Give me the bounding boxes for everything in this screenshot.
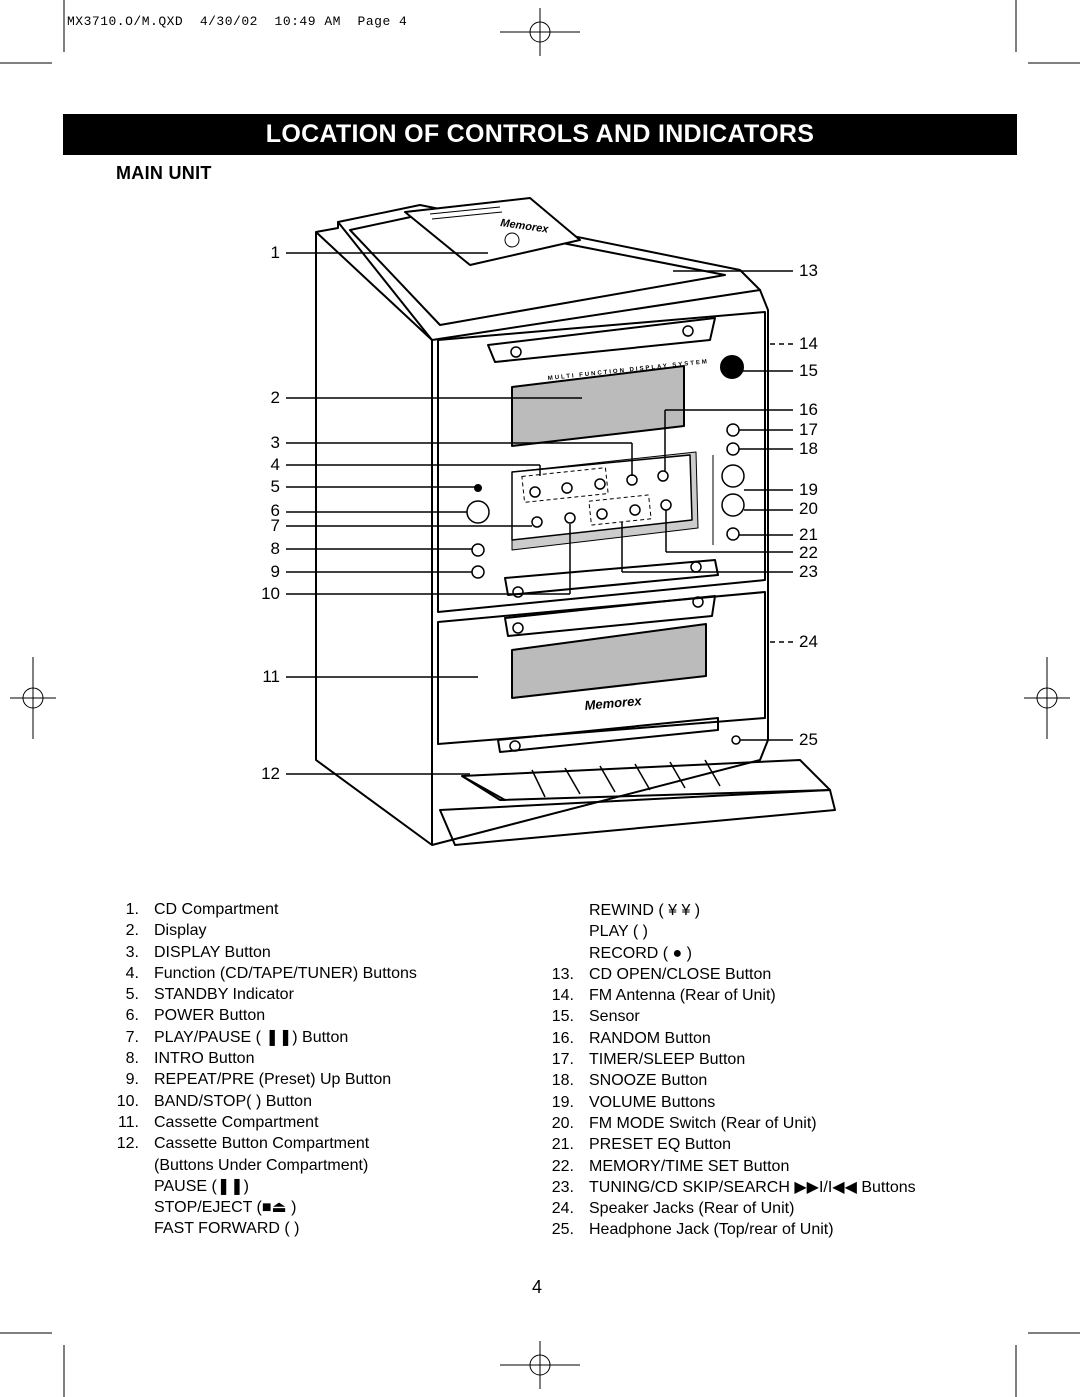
callout-6: 6 [270, 501, 280, 520]
legend-item-text: FM Antenna (Rear of Unit) [589, 987, 776, 1005]
callout-3: 3 [270, 433, 280, 452]
legend-item-text: Headphone Jack (Top/rear of Unit) [589, 1221, 834, 1239]
legend-item-text: REWIND ( ¥ ¥ ) [589, 902, 701, 919]
legend-item-text: STOP/EJECT (■⏏ ) [154, 1199, 297, 1217]
legend-item-number: 9. [125, 1071, 139, 1089]
legend-item-number: 19. [551, 1093, 574, 1111]
callout-20: 20 [799, 499, 818, 518]
legend-item-text: Cassette Button Compartment [154, 1135, 370, 1153]
legend-item-text: RECORD ( ● ) [589, 944, 692, 962]
legend-item-text: PRESET EQ Button [589, 1136, 731, 1154]
legend-item-text: BAND/STOP( ) Button [154, 1092, 312, 1110]
legend-item-text: PAUSE (❚❚) [154, 1177, 249, 1195]
main-unit-diagram [240, 195, 840, 855]
legend-item [538, 1219, 916, 1240]
callout-4: 4 [270, 455, 280, 474]
legend-item [538, 1006, 916, 1027]
legend-item-text: REPEAT/PRE (Preset) Up Button [154, 1071, 392, 1089]
legend-item-text: Speaker Jacks (Rear of Unit) [589, 1200, 795, 1218]
legend-item [103, 942, 417, 963]
legend-item-text: STANDBY Indicator [154, 986, 294, 1004]
callout-22: 22 [799, 543, 818, 562]
legend-item [538, 1156, 916, 1177]
callout-16: 16 [799, 400, 818, 419]
legend-item-text: FM MODE Switch (Rear of Unit) [589, 1114, 817, 1132]
callout-17: 17 [799, 420, 818, 439]
legend-item [538, 1198, 916, 1219]
callout-25: 25 [799, 730, 818, 749]
legend-item-text: Function (CD/TAPE/TUNER) Buttons [154, 964, 417, 982]
legend-item [538, 900, 916, 921]
legend-item [538, 1092, 916, 1113]
legend-item-number: 6. [125, 1007, 139, 1025]
legend-item-number: 21. [551, 1136, 574, 1154]
legend-item-number: 2. [125, 922, 139, 940]
legend-item-text: TIMER/SLEEP Button [589, 1051, 746, 1069]
legend-item-text: Cassette Compartment [154, 1113, 319, 1131]
callout-15: 15 [799, 361, 818, 380]
legend-item-text: FAST FORWARD ( ) [154, 1220, 300, 1238]
legend-item [538, 1113, 916, 1134]
legend-item-number: 10. [116, 1092, 139, 1110]
legend-item-number: 14. [551, 987, 574, 1005]
legend-item-number: 13. [551, 965, 574, 983]
legend-item-text: VOLUME Buttons [589, 1093, 716, 1111]
legend-item [538, 964, 916, 985]
cassette-logo: Memorex [583, 693, 643, 713]
legend-item-text: SNOOZE Button [589, 1072, 708, 1090]
legend-item-text: Display [154, 922, 207, 940]
callout-24: 24 [799, 632, 818, 651]
legend-item-text: CD OPEN/CLOSE Button [589, 965, 772, 983]
legend-item [538, 943, 916, 964]
callout-13: 13 [799, 261, 818, 280]
legend-item-text: Sensor [589, 1008, 640, 1026]
legend-item [103, 899, 417, 920]
legend-item [103, 1069, 417, 1090]
legend-list-right [538, 900, 916, 1241]
legend-item [538, 985, 916, 1006]
callout-7: 7 [270, 516, 280, 535]
legend-list-left [103, 899, 417, 1240]
callout-12: 12 [261, 764, 280, 783]
legend-item [103, 963, 417, 984]
legend-item [103, 1112, 417, 1133]
legend-item-number: 8. [125, 1050, 139, 1068]
legend-item [103, 1155, 417, 1176]
callout-14: 14 [799, 334, 818, 353]
legend-item-text: CD Compartment [154, 901, 279, 918]
legend-item-text: PLAY/PAUSE ( ❚❚) Button [154, 1028, 349, 1046]
legend-item-number: 7. [125, 1028, 139, 1046]
legend-item [538, 1070, 916, 1091]
legend-item [103, 920, 417, 941]
page-number: 4 [532, 1277, 543, 1297]
legend-item-number: 18. [551, 1072, 574, 1090]
legend-item [538, 1049, 916, 1070]
legend-item-number: 11. [117, 1113, 139, 1131]
legend-item [103, 1027, 417, 1048]
print-slug: MX3710.O/M.QXD 4/30/02 10:49 AM Page 4 [67, 14, 408, 29]
legend-item [103, 1091, 417, 1112]
section-heading: MAIN UNIT [116, 163, 212, 183]
callout-23: 23 [799, 562, 818, 581]
legend-item [103, 1218, 417, 1239]
legend-item-number: 24. [551, 1200, 574, 1218]
legend-item-number: 23. [551, 1178, 574, 1196]
legend-item-number: 17. [551, 1051, 574, 1069]
callout-1: 1 [270, 243, 280, 262]
legend-item-text: TUNING/CD SKIP/SEARCH ▶▶I/I◀◀ Buttons [589, 1178, 916, 1196]
legend-item-number: 3. [125, 943, 139, 961]
legend-item [103, 1176, 417, 1197]
legend-item-text: MEMORY/TIME SET Button [589, 1157, 790, 1175]
callout-8: 8 [270, 539, 280, 558]
legend-item [103, 1133, 417, 1154]
legend-item-number: 4. [125, 964, 139, 982]
legend-item-text: (Buttons Under Compartment) [154, 1156, 369, 1174]
callout-19: 19 [799, 480, 818, 499]
callout-21: 21 [799, 525, 818, 544]
legend-item-number: 20. [551, 1114, 574, 1132]
legend-item [103, 984, 417, 1005]
panel-text: MULTI FUNCTION DISPLAY SYSTEM [547, 359, 710, 382]
legend-item-number: 16. [551, 1029, 574, 1047]
callout-2: 2 [270, 388, 280, 407]
legend-item [538, 1134, 916, 1155]
legend-item-number: 25. [551, 1221, 574, 1239]
callout-9: 9 [270, 562, 280, 581]
legend-item-number: 5. [125, 986, 139, 1004]
callout-11: 11 [262, 667, 280, 686]
legend-item-text: POWER Button [154, 1007, 266, 1025]
legend-item [538, 921, 916, 942]
legend-item-text: PLAY ( ) [589, 923, 648, 941]
top-logo: Memorex [499, 217, 550, 236]
callout-10: 10 [261, 584, 280, 603]
legend-item-text: DISPLAY Button [154, 943, 271, 961]
legend-item [538, 1177, 916, 1198]
page-title: LOCATION OF CONTROLS AND INDICATORS [63, 114, 1017, 155]
legend-item-number: 12. [116, 1135, 139, 1153]
legend-item-number: 22. [551, 1157, 574, 1175]
legend-item-text: INTRO Button [154, 1050, 255, 1068]
legend-item-text: RANDOM Button [589, 1029, 711, 1047]
legend-item [538, 1028, 916, 1049]
callout-18: 18 [799, 439, 818, 458]
legend-item [103, 1197, 417, 1218]
legend-item [103, 1048, 417, 1069]
legend-item-number: 15. [551, 1008, 574, 1026]
callout-5: 5 [270, 477, 280, 496]
legend-item [103, 1005, 417, 1026]
legend-item-number: 1. [125, 901, 139, 918]
